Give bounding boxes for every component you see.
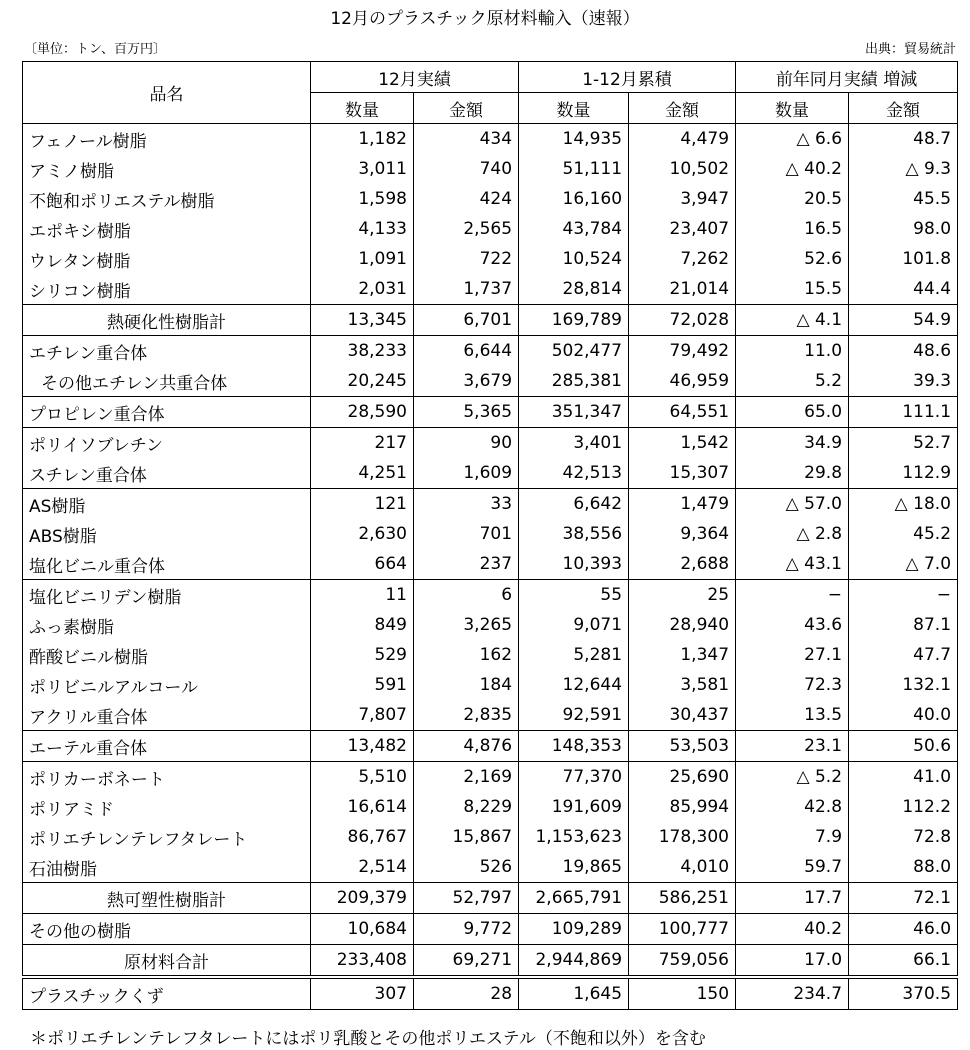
month-qty: 307 — [311, 977, 414, 1010]
item-name: その他エチレン共重合体 — [23, 366, 311, 397]
month-qty: 4,251 — [311, 458, 414, 489]
month-amount: 9,772 — [414, 914, 519, 945]
yoy-amount: △ 7.0 — [849, 549, 958, 580]
yoy-amount: 46.0 — [849, 914, 958, 945]
item-name: その他の樹脂 — [23, 914, 311, 945]
cumulative-qty: 12,644 — [519, 670, 629, 700]
yoy-amount: 40.0 — [849, 700, 958, 731]
table-row — [23, 792, 958, 822]
cumulative-amount: 9,364 — [629, 519, 736, 549]
table-row — [23, 852, 958, 883]
month-qty: 1,091 — [311, 244, 414, 274]
cumulative-qty: 2,665,791 — [519, 883, 629, 914]
yoy-qty: 13.5 — [736, 700, 849, 731]
table-row — [23, 945, 958, 978]
table-row — [23, 640, 958, 670]
item-name: 原材料合計 — [23, 945, 311, 978]
item-name: 塩化ビニリデン樹脂 — [23, 580, 311, 611]
month-amount: 434 — [414, 124, 519, 155]
yoy-qty: △ 40.2 — [736, 154, 849, 184]
cumulative-qty: 10,524 — [519, 244, 629, 274]
yoy-qty: 16.5 — [736, 214, 849, 244]
item-name: AS樹脂 — [23, 489, 311, 520]
cumulative-qty: 191,609 — [519, 792, 629, 822]
yoy-qty: △ 5.2 — [736, 762, 849, 793]
month-amount: 2,169 — [414, 762, 519, 793]
month-amount: 33 — [414, 489, 519, 520]
header-cumulative: 1-12月累積 — [519, 62, 736, 93]
item-name: プロピレン重合体 — [23, 397, 311, 428]
month-qty: 2,031 — [311, 274, 414, 305]
cumulative-amount: 30,437 — [629, 700, 736, 731]
cumulative-amount: 4,479 — [629, 124, 736, 155]
header-name: 品名 — [23, 62, 311, 124]
month-amount: 3,679 — [414, 366, 519, 397]
item-name: エポキシ樹脂 — [23, 214, 311, 244]
cumulative-amount: 3,581 — [629, 670, 736, 700]
table-row — [23, 914, 958, 945]
item-name: ポリアミド — [23, 792, 311, 822]
month-amount: 52,797 — [414, 883, 519, 914]
month-amount: 184 — [414, 670, 519, 700]
cumulative-qty: 285,381 — [519, 366, 629, 397]
cumulative-amount: 150 — [629, 977, 736, 1010]
yoy-qty: 11.0 — [736, 336, 849, 367]
month-qty: 664 — [311, 549, 414, 580]
cumulative-qty: 28,814 — [519, 274, 629, 305]
yoy-qty: 59.7 — [736, 852, 849, 883]
item-name: ポリカーボネート — [23, 762, 311, 793]
header-qty: 数量 — [519, 93, 629, 124]
cumulative-amount: 10,502 — [629, 154, 736, 184]
yoy-qty: 27.1 — [736, 640, 849, 670]
yoy-amount: − — [849, 580, 958, 611]
item-name: 塩化ビニル重合体 — [23, 549, 311, 580]
header-qty: 数量 — [311, 93, 414, 124]
cumulative-amount: 25,690 — [629, 762, 736, 793]
month-qty: 11 — [311, 580, 414, 611]
item-name: ポリエチレンテレフタレート — [23, 822, 311, 852]
month-qty: 38,233 — [311, 336, 414, 367]
item-name: 石油樹脂 — [23, 852, 311, 883]
month-amount: 4,876 — [414, 731, 519, 762]
footnote: ＊ポリエチレンテレフタレートにはポリ乳酸とその他ポリエステル（不飽和以外）を含む — [30, 1029, 706, 1049]
yoy-qty: 42.8 — [736, 792, 849, 822]
yoy-amount: 132.1 — [849, 670, 958, 700]
unit-label: 〔単位：トン、百万円〕 — [24, 42, 166, 57]
cumulative-qty: 9,071 — [519, 610, 629, 640]
month-amount: 2,835 — [414, 700, 519, 731]
yoy-qty: 5.2 — [736, 366, 849, 397]
cumulative-amount: 25 — [629, 580, 736, 611]
item-name: フェノール樹脂 — [23, 124, 311, 155]
cumulative-qty: 169,789 — [519, 305, 629, 336]
header-month: 12月実績 — [311, 62, 519, 93]
header-amount: 金額 — [414, 93, 519, 124]
table-row — [23, 124, 958, 155]
cumulative-qty: 1,153,623 — [519, 822, 629, 852]
month-qty: 591 — [311, 670, 414, 700]
yoy-amount: 52.7 — [849, 428, 958, 459]
table-row — [23, 580, 958, 611]
yoy-amount: 112.9 — [849, 458, 958, 489]
cumulative-amount: 28,940 — [629, 610, 736, 640]
yoy-amount: 98.0 — [849, 214, 958, 244]
yoy-amount: 48.6 — [849, 336, 958, 367]
cumulative-qty: 38,556 — [519, 519, 629, 549]
table-row — [23, 214, 958, 244]
cumulative-amount: 3,947 — [629, 184, 736, 214]
month-qty: 2,630 — [311, 519, 414, 549]
yoy-qty: 23.1 — [736, 731, 849, 762]
month-amount: 15,867 — [414, 822, 519, 852]
month-amount: 2,565 — [414, 214, 519, 244]
table-row — [23, 610, 958, 640]
item-name: 不飽和ポリエステル樹脂 — [23, 184, 311, 214]
item-name: プラスチックくず — [23, 977, 311, 1010]
yoy-amount: 72.8 — [849, 822, 958, 852]
cumulative-amount: 46,959 — [629, 366, 736, 397]
month-amount: 1,609 — [414, 458, 519, 489]
month-qty: 4,133 — [311, 214, 414, 244]
cumulative-qty: 3,401 — [519, 428, 629, 459]
month-amount: 162 — [414, 640, 519, 670]
yoy-qty: 40.2 — [736, 914, 849, 945]
cumulative-amount: 1,542 — [629, 428, 736, 459]
item-name: 熱硬化性樹脂計 — [23, 305, 311, 336]
cumulative-amount: 85,994 — [629, 792, 736, 822]
cumulative-amount: 1,479 — [629, 489, 736, 520]
yoy-amount: 45.5 — [849, 184, 958, 214]
table-row — [23, 731, 958, 762]
yoy-amount: 87.1 — [849, 610, 958, 640]
yoy-qty: 7.9 — [736, 822, 849, 852]
cumulative-amount: 586,251 — [629, 883, 736, 914]
month-amount: 28 — [414, 977, 519, 1010]
item-name: ABS樹脂 — [23, 519, 311, 549]
cumulative-qty: 10,393 — [519, 549, 629, 580]
cumulative-qty: 16,160 — [519, 184, 629, 214]
table-row — [23, 977, 958, 1010]
yoy-qty: 15.5 — [736, 274, 849, 305]
cumulative-amount: 79,492 — [629, 336, 736, 367]
yoy-qty: 29.8 — [736, 458, 849, 489]
cumulative-qty: 1,645 — [519, 977, 629, 1010]
cumulative-amount: 53,503 — [629, 731, 736, 762]
cumulative-qty: 5,281 — [519, 640, 629, 670]
yoy-amount: 111.1 — [849, 397, 958, 428]
table-row — [23, 428, 958, 459]
table-row — [23, 822, 958, 852]
table-row — [23, 305, 958, 336]
table-row — [23, 700, 958, 731]
month-amount: 526 — [414, 852, 519, 883]
month-amount: 6 — [414, 580, 519, 611]
table-row — [23, 366, 958, 397]
month-qty: 121 — [311, 489, 414, 520]
month-qty: 86,767 — [311, 822, 414, 852]
table-row — [23, 762, 958, 793]
cumulative-amount: 72,028 — [629, 305, 736, 336]
month-amount: 701 — [414, 519, 519, 549]
month-qty: 16,614 — [311, 792, 414, 822]
header-amount: 金額 — [849, 93, 958, 124]
item-name: ポリイソブレチン — [23, 428, 311, 459]
cumulative-qty: 109,289 — [519, 914, 629, 945]
cumulative-qty: 55 — [519, 580, 629, 611]
month-qty: 7,807 — [311, 700, 414, 731]
month-amount: 6,701 — [414, 305, 519, 336]
month-amount: 8,229 — [414, 792, 519, 822]
yoy-amount: △ 9.3 — [849, 154, 958, 184]
item-name: ウレタン樹脂 — [23, 244, 311, 274]
cumulative-qty: 43,784 — [519, 214, 629, 244]
yoy-qty: △ 6.6 — [736, 124, 849, 155]
table-row — [23, 670, 958, 700]
month-qty: 1,598 — [311, 184, 414, 214]
yoy-qty: △ 2.8 — [736, 519, 849, 549]
month-qty: 20,245 — [311, 366, 414, 397]
cumulative-qty: 148,353 — [519, 731, 629, 762]
yoy-amount: △ 18.0 — [849, 489, 958, 520]
month-qty: 849 — [311, 610, 414, 640]
table-row — [23, 336, 958, 367]
cumulative-amount: 7,262 — [629, 244, 736, 274]
month-qty: 2,514 — [311, 852, 414, 883]
cumulative-amount: 1,347 — [629, 640, 736, 670]
table-row — [23, 489, 958, 520]
yoy-qty: 20.5 — [736, 184, 849, 214]
header-qty: 数量 — [736, 93, 849, 124]
yoy-amount: 41.0 — [849, 762, 958, 793]
cumulative-amount: 178,300 — [629, 822, 736, 852]
month-qty: 1,182 — [311, 124, 414, 155]
cumulative-amount: 64,551 — [629, 397, 736, 428]
table-row — [23, 549, 958, 580]
cumulative-qty: 351,347 — [519, 397, 629, 428]
yoy-qty: △ 57.0 — [736, 489, 849, 520]
month-amount: 5,365 — [414, 397, 519, 428]
yoy-amount: 66.1 — [849, 945, 958, 978]
month-amount: 6,644 — [414, 336, 519, 367]
item-name: シリコン樹脂 — [23, 274, 311, 305]
yoy-amount: 48.7 — [849, 124, 958, 155]
cumulative-amount: 2,688 — [629, 549, 736, 580]
yoy-qty: 234.7 — [736, 977, 849, 1010]
table-row — [23, 397, 958, 428]
yoy-amount: 112.2 — [849, 792, 958, 822]
month-amount: 237 — [414, 549, 519, 580]
month-qty: 209,379 — [311, 883, 414, 914]
yoy-qty: 52.6 — [736, 244, 849, 274]
yoy-qty: − — [736, 580, 849, 611]
cumulative-amount: 15,307 — [629, 458, 736, 489]
item-name: アミノ樹脂 — [23, 154, 311, 184]
yoy-amount: 54.9 — [849, 305, 958, 336]
yoy-amount: 370.5 — [849, 977, 958, 1010]
month-amount: 1,737 — [414, 274, 519, 305]
month-qty: 529 — [311, 640, 414, 670]
cumulative-amount: 100,777 — [629, 914, 736, 945]
yoy-qty: 43.6 — [736, 610, 849, 640]
cumulative-qty: 6,642 — [519, 489, 629, 520]
cumulative-amount: 4,010 — [629, 852, 736, 883]
month-amount: 90 — [414, 428, 519, 459]
month-qty: 28,590 — [311, 397, 414, 428]
page-title: 12月のプラスチック原材料輸入（速報） — [330, 9, 640, 29]
yoy-amount: 45.2 — [849, 519, 958, 549]
yoy-amount: 88.0 — [849, 852, 958, 883]
table-row — [23, 244, 958, 274]
yoy-qty: 34.9 — [736, 428, 849, 459]
month-amount: 740 — [414, 154, 519, 184]
month-qty: 10,684 — [311, 914, 414, 945]
yoy-qty: 65.0 — [736, 397, 849, 428]
month-qty: 217 — [311, 428, 414, 459]
yoy-qty: 17.7 — [736, 883, 849, 914]
month-qty: 3,011 — [311, 154, 414, 184]
item-name: エーテル重合体 — [23, 731, 311, 762]
header-yoy: 前年同月実績 増減 — [736, 62, 958, 93]
table-row — [23, 274, 958, 305]
table-row — [23, 184, 958, 214]
item-name: アクリル重合体 — [23, 700, 311, 731]
cumulative-amount: 23,407 — [629, 214, 736, 244]
yoy-amount: 101.8 — [849, 244, 958, 274]
cumulative-amount: 759,056 — [629, 945, 736, 978]
cumulative-qty: 502,477 — [519, 336, 629, 367]
yoy-amount: 47.7 — [849, 640, 958, 670]
month-amount: 424 — [414, 184, 519, 214]
cumulative-qty: 42,513 — [519, 458, 629, 489]
month-qty: 13,482 — [311, 731, 414, 762]
month-amount: 3,265 — [414, 610, 519, 640]
yoy-qty: △ 43.1 — [736, 549, 849, 580]
yoy-qty: 72.3 — [736, 670, 849, 700]
month-qty: 13,345 — [311, 305, 414, 336]
cumulative-qty: 51,111 — [519, 154, 629, 184]
cumulative-amount: 21,014 — [629, 274, 736, 305]
item-name: ふっ素樹脂 — [23, 610, 311, 640]
cumulative-qty: 92,591 — [519, 700, 629, 731]
table-row — [23, 154, 958, 184]
item-name: スチレン重合体 — [23, 458, 311, 489]
header-amount: 金額 — [629, 93, 736, 124]
cumulative-qty: 77,370 — [519, 762, 629, 793]
source-label: 出典：貿易統計 — [864, 42, 956, 57]
cumulative-qty: 19,865 — [519, 852, 629, 883]
cumulative-qty: 14,935 — [519, 124, 629, 155]
month-amount: 69,271 — [414, 945, 519, 978]
month-amount: 722 — [414, 244, 519, 274]
table-row — [23, 883, 958, 914]
item-name: 酢酸ビニル樹脂 — [23, 640, 311, 670]
yoy-qty: △ 4.1 — [736, 305, 849, 336]
yoy-qty: 17.0 — [736, 945, 849, 978]
yoy-amount: 39.3 — [849, 366, 958, 397]
month-qty: 233,408 — [311, 945, 414, 978]
item-name: ポリビニルアルコール — [23, 670, 311, 700]
yoy-amount: 50.6 — [849, 731, 958, 762]
cumulative-qty: 2,944,869 — [519, 945, 629, 978]
month-qty: 5,510 — [311, 762, 414, 793]
yoy-amount: 72.1 — [849, 883, 958, 914]
item-name: 熱可塑性樹脂計 — [23, 883, 311, 914]
table-row — [23, 458, 958, 489]
yoy-amount: 44.4 — [849, 274, 958, 305]
table-row — [23, 519, 958, 549]
import-table — [22, 61, 958, 1010]
item-name: エチレン重合体 — [23, 336, 311, 367]
